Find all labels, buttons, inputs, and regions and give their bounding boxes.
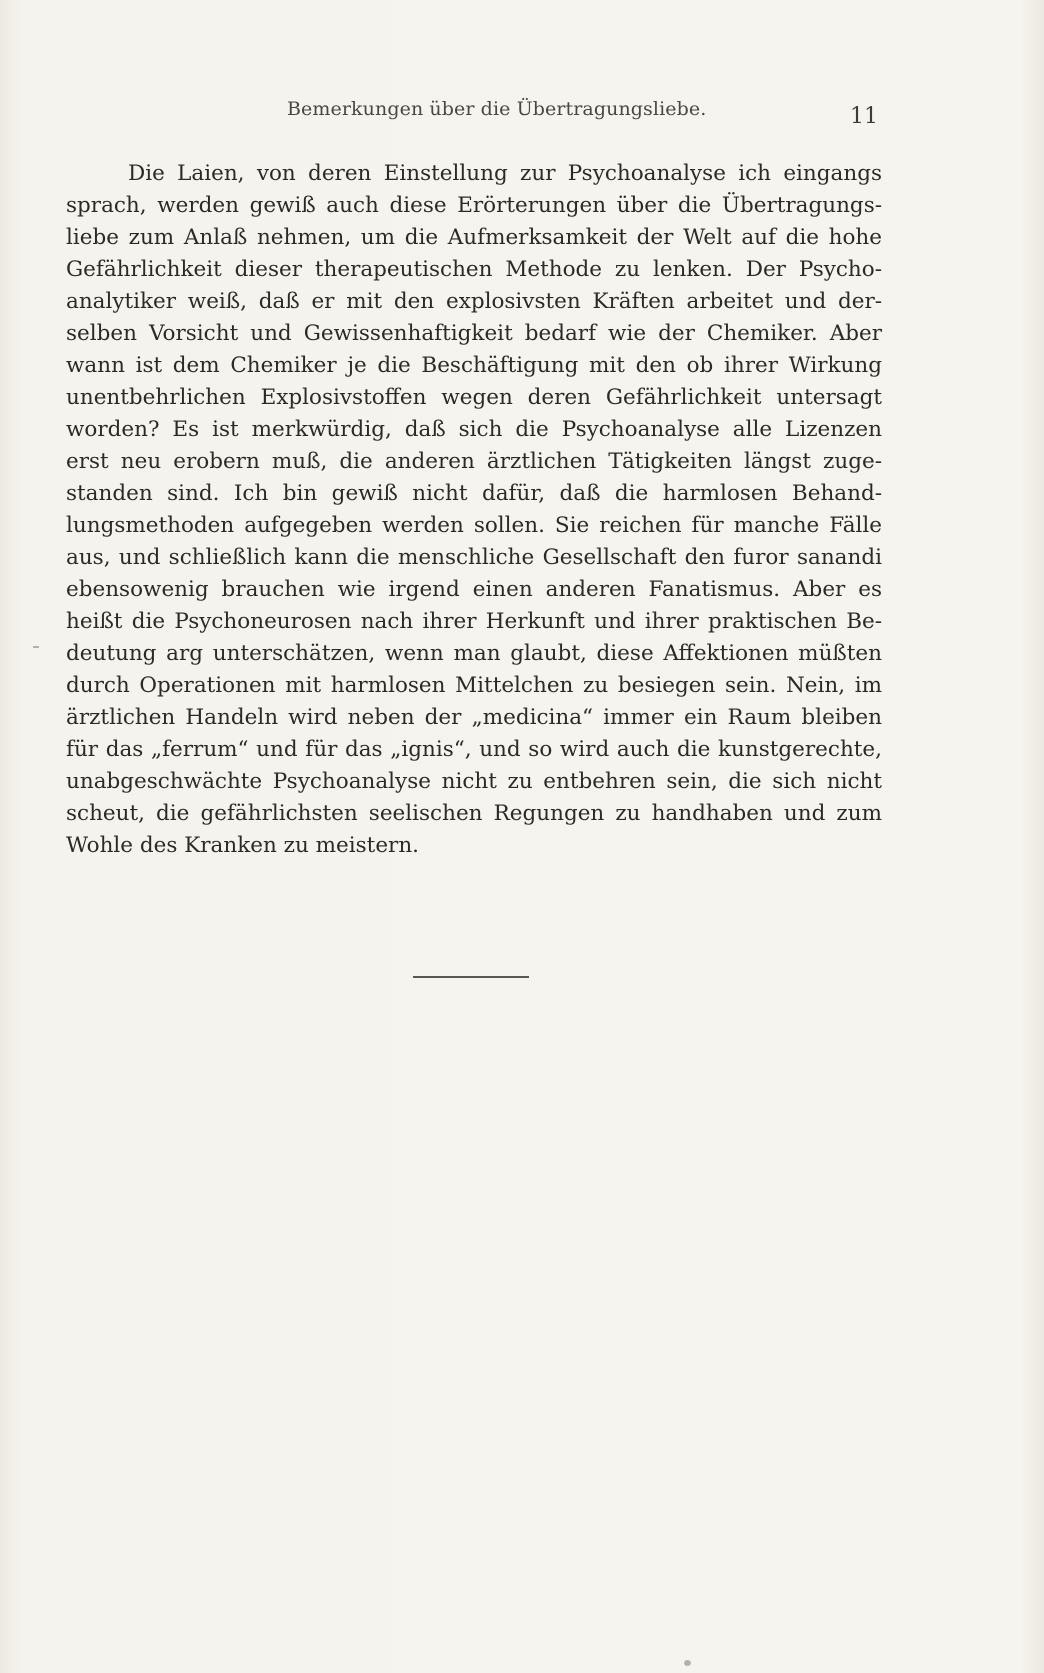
text-line: wann ist dem Chemiker je die Beschäftigung mit den ob ihrer Wirkung xyxy=(66,353,882,378)
text-line: Die Laien, von deren Einstellung zur Psychoanalyse ich eingangs xyxy=(128,161,882,186)
text-line: heißt die Psychoneurosen nach ihrer Herkunft und ihrer praktischen Be- xyxy=(66,609,882,634)
text-line: aus, und schließlich kann die menschliche Gesellschaft den furor sanandi xyxy=(66,545,882,570)
text-line: analytiker weiß, daß er mit den explosivsten Kräften arbeitet und der- xyxy=(66,289,882,314)
text-line: ärztlichen Handeln wird neben der „medicina“ immer ein Raum bleiben xyxy=(66,705,882,730)
text-line: Wohle des Kranken zu meistern. xyxy=(66,833,420,858)
text-line: erst neu erobern muß, die anderen ärztlichen Tätigkeiten längst zuge- xyxy=(66,449,882,474)
running-header: Bemerkungen über die Übertragungsliebe. xyxy=(287,98,707,120)
page-number: 11 xyxy=(850,104,878,129)
text-line: deutung arg unterschätzen, wenn man glaubt, diese Affektionen müßten xyxy=(66,641,882,666)
text-line: standen sind. Ich bin gewiß nicht dafür, daß die harmlosen Behand- xyxy=(66,481,882,506)
ink-speck xyxy=(684,1660,691,1666)
margin-mark xyxy=(33,646,39,648)
text-line: durch Operationen mit harmlosen Mittelchen zu besiegen sein. Nein, im xyxy=(66,673,882,698)
text-line: lungsmethoden aufgegeben werden sollen. Sie reichen für manche Fälle xyxy=(66,513,882,538)
text-line: ebensowenig brauchen wie irgend einen anderen Fanatismus. Aber es xyxy=(66,577,882,602)
text-line: selben Vorsicht und Gewissenhaftigkeit bedarf wie der Chemiker. Aber xyxy=(66,321,882,346)
section-end-rule xyxy=(413,976,529,978)
text-line: unentbehrlichen Explosivstoffen wegen deren Gefährlichkeit untersagt xyxy=(66,385,882,410)
text-line: liebe zum Anlaß nehmen, um die Aufmerksamkeit der Welt auf die hohe xyxy=(66,225,882,250)
text-line: worden? Es ist merkwürdig, daß sich die Psychoanalyse alle Lizenzen xyxy=(66,417,882,442)
text-line: Gefährlichkeit dieser therapeutischen Methode zu lenken. Der Psycho- xyxy=(66,257,882,282)
text-line: sprach, werden gewiß auch diese Erörterungen über die Übertragungs- xyxy=(66,193,882,218)
body-paragraph xyxy=(66,158,882,862)
text-line: für das „ferrum“ und für das „ignis“, und so wird auch die kunstgerechte, xyxy=(66,737,882,762)
text-line: unabgeschwächte Psychoanalyse nicht zu entbehren sein, die sich nicht xyxy=(66,769,882,794)
text-line: scheut, die gefährlichsten seelischen Regungen zu handhaben und zum xyxy=(66,801,882,826)
